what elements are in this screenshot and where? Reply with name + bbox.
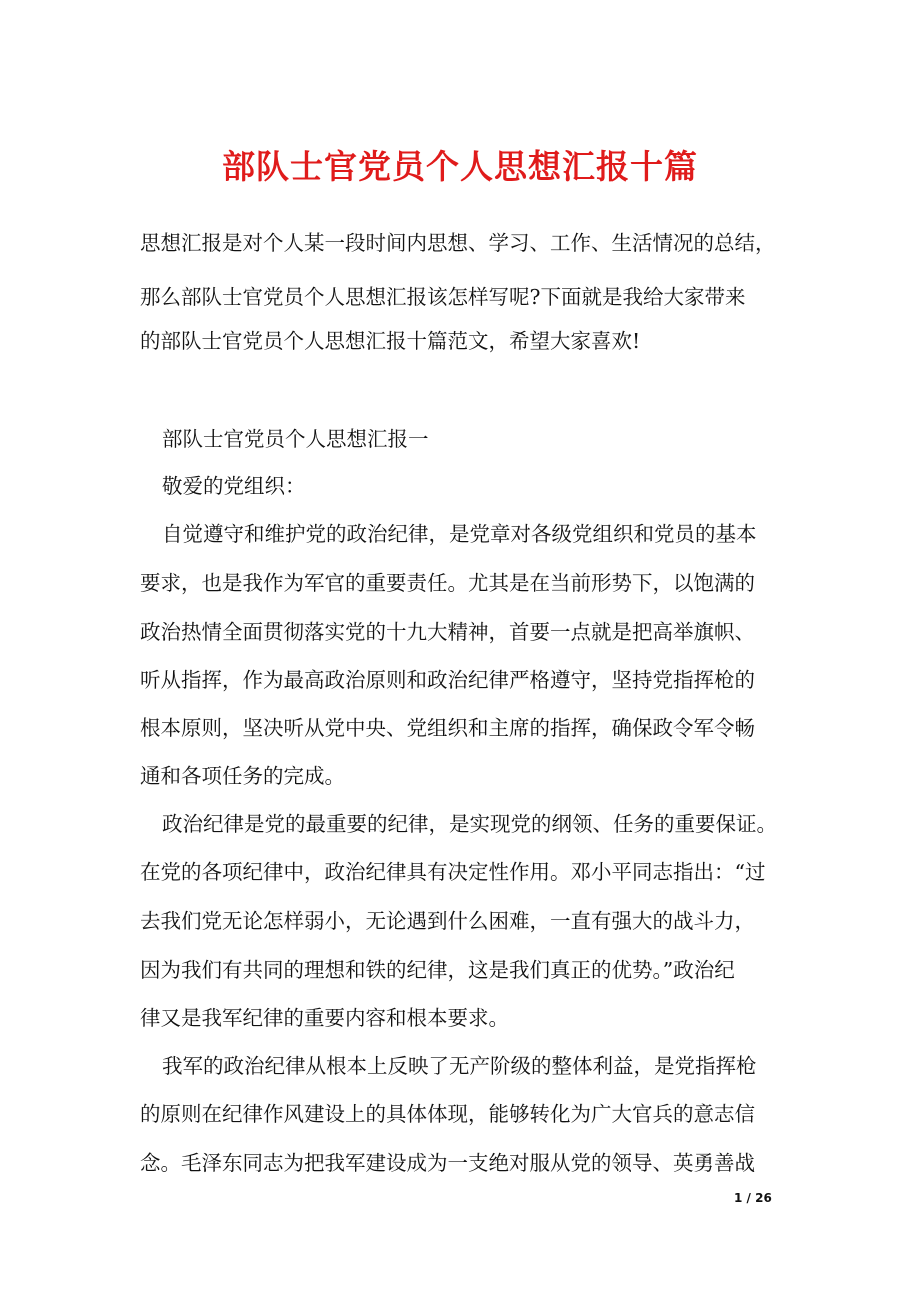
- paragraph-line: 根本原则，坚决听从党中央、党组织和主席的指挥，确保政令军令畅: [140, 716, 755, 740]
- intro-line: 思想汇报是对个人某一段时间内思想、学习、工作、生活情况的总结，: [140, 231, 776, 255]
- paragraph-line: 自觉遵守和维护党的政治纪律，是党章对各级党组织和党员的基本: [162, 522, 757, 546]
- paragraph-line: 政治纪律是党的最重要的纪律，是实现党的纲领、任务的重要保证。: [162, 812, 777, 836]
- paragraph-line: 听从指挥，作为最高政治原则和政治纪律严格遵守，坚持党指挥枪的: [140, 668, 755, 692]
- page-number: 1 / 26: [734, 1191, 772, 1205]
- paragraph-line: 我军的政治纪律从根本上反映了无产阶级的整体利益，是党指挥枪: [162, 1054, 757, 1078]
- intro-line: 那么部队士官党员个人思想汇报该怎样写呢?下面就是我给大家带来: [140, 285, 746, 309]
- paragraph-line: 政治热情全面贯彻落实党的十九大精神，首要一点就是把高举旗帜、: [140, 620, 755, 644]
- paragraph-line: 念。毛泽东同志为把我军建设成为一支绝对服从党的领导、英勇善战: [140, 1151, 755, 1175]
- paragraph-line: 去我们党无论怎样弱小，无论遇到什么困难，一直有强大的战斗力，: [140, 909, 755, 933]
- salutation: 敬爱的党组织：: [162, 474, 306, 498]
- document-title: 部队士官党员个人思想汇报十篇: [222, 147, 698, 186]
- paragraph-line: 要求，也是我作为军官的重要责任。尤其是在当前形势下，以饱满的: [140, 571, 755, 595]
- paragraph-line: 在党的各项纪律中，政治纪律具有决定性作用。邓小平同志指出：“过: [140, 860, 766, 884]
- section-heading: 部队士官党员个人思想汇报一: [162, 427, 429, 451]
- paragraph-line: 的原则在纪律作风建设上的具体体现，能够转化为广大官兵的意志信: [140, 1102, 755, 1126]
- paragraph-line: 通和各项任务的完成。: [140, 764, 345, 788]
- paragraph-line: 因为我们有共同的理想和铁的纪律，这是我们真正的优势。”政治纪: [140, 958, 735, 982]
- intro-line: 的部队士官党员个人思想汇报十篇范文，希望大家喜欢!: [140, 329, 641, 353]
- paragraph-line: 律又是我军纪律的重要内容和根本要求。: [140, 1006, 509, 1030]
